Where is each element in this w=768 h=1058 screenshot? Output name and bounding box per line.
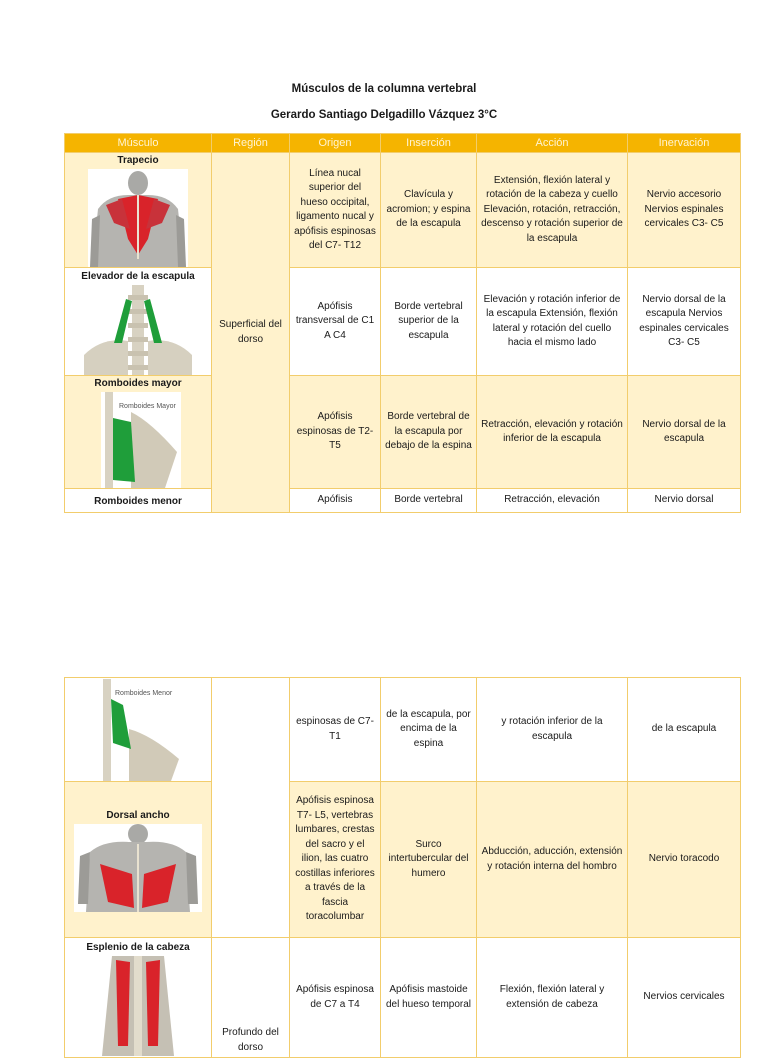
origin-cell: Apófisis transversal de C1 A C4 <box>290 268 381 376</box>
origin-cell: Apófisis espinosa de C7 a T4 <box>290 938 381 1058</box>
muscles-table-continued <box>64 677 741 1058</box>
header-region: Región <box>212 134 290 153</box>
action-cell: Retracción, elevación y rotación inferior de la escapula <box>477 376 628 489</box>
origin-cell: Línea nucal superior del hueso occipital, ligamento nucal y apófisis espinosas del C7- T12 <box>290 153 381 268</box>
muscle-cell <box>65 376 212 489</box>
muscle-cell <box>65 153 212 268</box>
origin-cell: espinosas de C7- T1 <box>290 678 381 782</box>
elevador-illustration <box>82 285 194 375</box>
insertion-cell: Borde vertebral superior de la escapula <box>381 268 477 376</box>
table-row-trapecio <box>65 153 741 268</box>
muscle-name: Romboides menor <box>94 495 182 507</box>
dorsal-ancho-illustration <box>74 824 202 912</box>
trapecio-illustration <box>88 169 188 267</box>
table-header-row <box>65 134 741 153</box>
muscle-name: Trapecio <box>117 155 159 166</box>
region-cell <box>212 678 290 938</box>
insertion-cell: Clavícula y acromion; y espina de la escapula <box>381 153 477 268</box>
insertion-cell: Borde vertebral <box>381 489 477 513</box>
action-cell: Elevación y rotación inferior de la escapula Extensión, flexión lateral y rotación del cuello hacia el mismo lado <box>477 268 628 376</box>
esplenio-illustration <box>82 956 194 1056</box>
insertion-cell: Surco intertubercular del humero <box>381 782 477 938</box>
header-innervation: Inervación <box>628 134 741 153</box>
innervation-cell: de la escapula <box>628 678 741 782</box>
innervation-cell: Nervio toracodo <box>628 782 741 938</box>
romboides-mayor-illustration <box>101 392 181 488</box>
innervation-cell: Nervio accesorio Nervios espinales cervicales C3- C5 <box>628 153 741 268</box>
muscles-table <box>64 133 741 513</box>
table-row-esplenio <box>65 938 741 1058</box>
action-cell: Flexión, flexión lateral y extensión de cabeza <box>477 938 628 1058</box>
innervation-cell: Nervios cervicales <box>628 938 741 1058</box>
action-cell: Retracción, elevación <box>477 489 628 513</box>
region-cell: Superficial del dorso <box>212 153 290 513</box>
origin-cell: Apófisis <box>290 489 381 513</box>
innervation-cell: Nervio dorsal de la escapula Nervios espinales cervicales C3- C5 <box>628 268 741 376</box>
origin-cell: Apófisis espinosas de T2- T5 <box>290 376 381 489</box>
image-label: Romboides Menor <box>115 689 173 697</box>
origin-cell: Apófisis espinosa T7- L5, vertebras lumbares, crestas del sacro y el ilion, las cuatro costillas inferiores a través de la fascia toracolumbar <box>290 782 381 938</box>
table-row-romboides-menor-continued <box>65 678 741 782</box>
action-cell: Extensión, flexión lateral y rotación de la cabeza y cuello Elevación, rotación, retracción, descenso y rotación superior de la escapula <box>477 153 628 268</box>
muscle-cell <box>65 938 212 1058</box>
document-author: Gerardo Santiago Delgadillo Vázquez 3°C <box>270 109 498 121</box>
muscle-cell <box>65 489 212 513</box>
table-row-elevador <box>65 268 741 376</box>
muscle-cell <box>65 782 212 938</box>
muscle-name: Romboides mayor <box>94 378 182 389</box>
action-cell: y rotación inferior de la escapula <box>477 678 628 782</box>
muscle-name: Esplenio de la cabeza <box>86 941 190 953</box>
romboides-menor-illustration <box>101 679 181 781</box>
header-origin: Origen <box>290 134 381 153</box>
table-row-dorsal-ancho <box>65 782 741 938</box>
header-action: Acción <box>477 134 628 153</box>
insertion-cell: Apófisis mastoide del hueso temporal <box>381 938 477 1058</box>
insertion-cell: de la escapula, por encima de la espina <box>381 678 477 782</box>
region-cell: Profundo del dorso <box>212 938 290 1058</box>
innervation-cell: Nervio dorsal de la escapula <box>628 376 741 489</box>
muscle-cell <box>65 268 212 376</box>
action-cell: Abducción, aducción, extensión y rotación interna del hombro <box>477 782 628 938</box>
muscle-cell <box>65 678 212 782</box>
document-title: Músculos de la columna vertebral <box>291 83 477 95</box>
muscle-name: Elevador de la escapula <box>81 270 195 282</box>
table-row-romboides-menor <box>65 489 741 513</box>
table-row-romboides-mayor <box>65 376 741 489</box>
image-label: Romboides Mayor <box>119 403 176 410</box>
muscle-name: Dorsal ancho <box>106 809 170 821</box>
header-muscle: Músculo <box>65 134 212 153</box>
insertion-cell: Borde vertebral de la escapula por debajo de la espina <box>381 376 477 489</box>
header-insertion: Inserción <box>381 134 477 153</box>
innervation-cell: Nervio dorsal <box>628 489 741 513</box>
